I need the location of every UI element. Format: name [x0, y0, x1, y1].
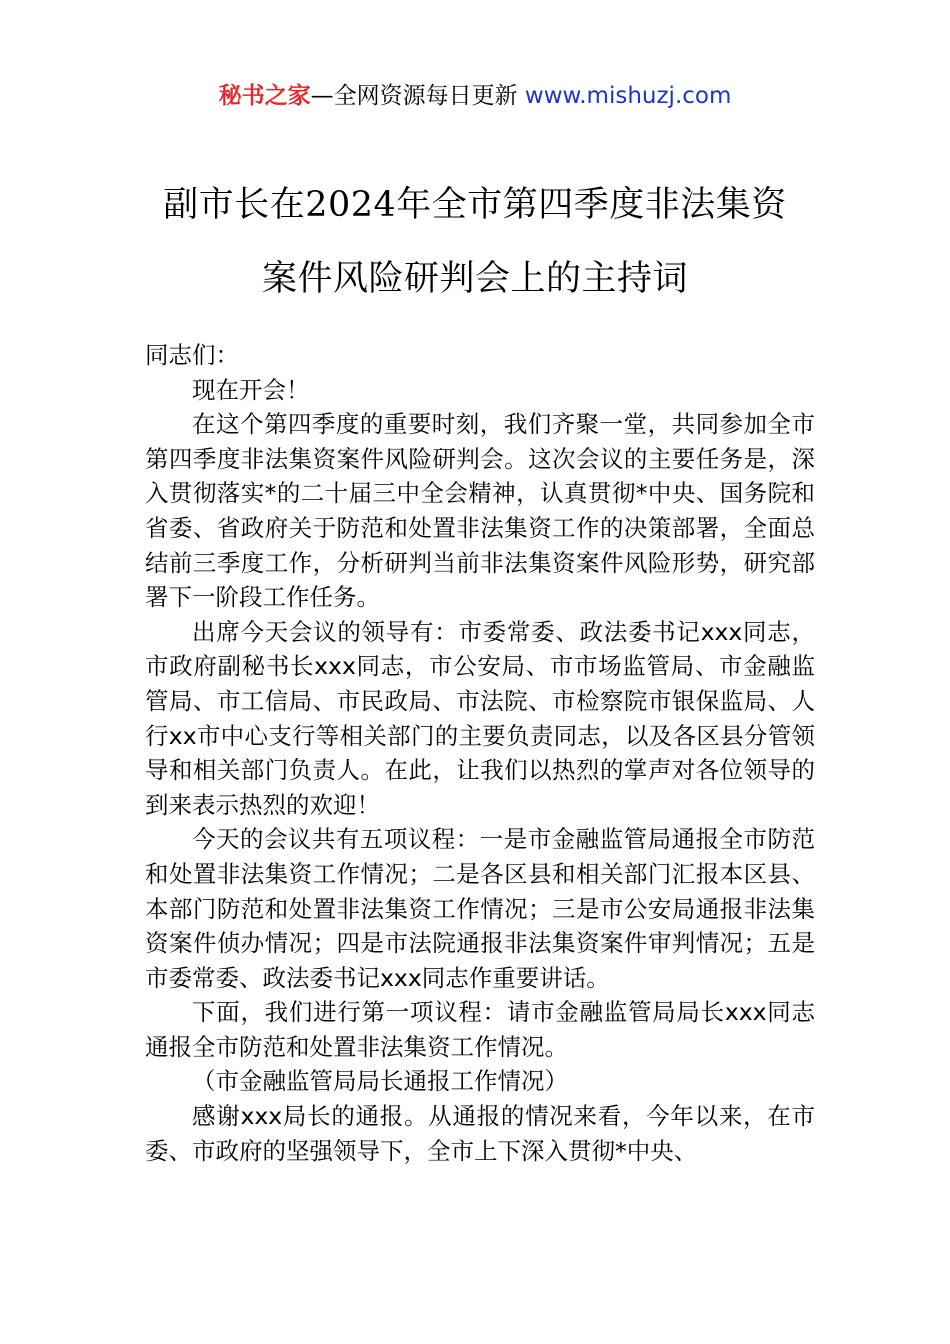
title-line-1: 副市长在2024年全市第四季度非法集资	[163, 185, 787, 225]
document-title	[90, 168, 860, 316]
document-body	[145, 338, 815, 1168]
title-line-2: 案件风险研判会上的主持词	[261, 259, 688, 299]
salutation: 同志们：	[145, 341, 239, 369]
paragraph-5: 下面，我们进行第一项议程：请市金融监管局局长xxx同志通报全市防范和处置非法集资工作情况。	[145, 998, 815, 1061]
site-header	[0, 80, 950, 112]
paragraph-1: 现在开会！	[192, 375, 310, 404]
paragraph-3: 出席今天会议的领导有：市委常委、政法委书记xxx同志，市政府副秘书长xxx同志，市公安局、市市场监管局、市金融监管局、市工信局、市民政局、市法院、市检察院市银保监局、人行xx市中心支行等相关部门的主要负责同志，以及各区县分管领导和相关部门负责人。在此，让我们以热烈的掌声对各位领导的到来表示热烈的欢迎！	[145, 617, 815, 819]
brand-name: 秘书之家	[218, 83, 311, 109]
site-url-link[interactable]: www.mishuzj.com	[524, 83, 732, 109]
paragraph-4: 今天的会议共有五项议程：一是市金融监管局通报全市防范和处置非法集资工作情况；二是各区县和相关部门汇报本区县、本部门防范和处置非法集资工作情况；三是市公安局通报非法集资案件侦办情况；四是市法院通报非法集资案件审判情况；五是市委常委、政法委书记xxx同志作重要讲话。	[145, 825, 815, 992]
paragraph-6: （市金融监管局局长通报工作情况）	[192, 1067, 568, 1096]
paragraph-7: 感谢xxx局长的通报。从通报的情况来看，今年以来，在市委、市政府的坚强领导下，全市上下深入贯彻*中央、	[145, 1102, 815, 1165]
header-tagline: —全网资源每日更新	[310, 83, 525, 109]
paragraph-2: 在这个第四季度的重要时刻，我们齐聚一堂，共同参加全市第四季度非法集资案件风险研判会。这次会议的主要任务是，深入贯彻落实*的二十届三中全会精神，认真贯彻*中央、国务院和省委、省政府关于防范和处置非法集资工作的决策部署，全面总结前三季度工作，分析研判当前非法集资案件风险形势，研究部署下一阶段工作任务。	[145, 410, 815, 612]
